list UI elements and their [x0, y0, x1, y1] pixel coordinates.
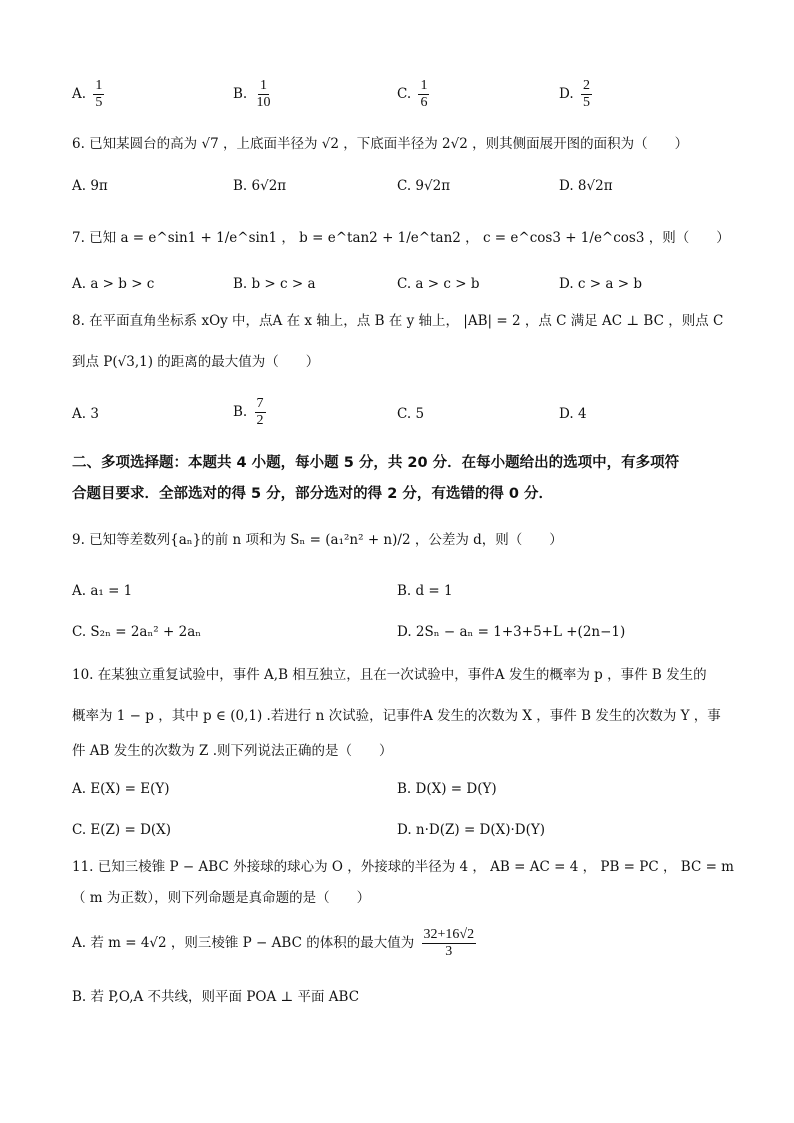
q6-option-a: A. 9π — [72, 178, 108, 194]
q9-option-a: A. a₁ = 1 — [72, 583, 133, 599]
q8-option-d: D. 4 — [559, 406, 587, 422]
q8-stem-line1: 8. 在平面直角坐标系 xOy 中，点A 在 x 轴上，点 B 在 y 轴上， |AB| = 2 ，点 C 满足 AC ⊥ BC ，则点 C — [72, 313, 724, 329]
q8-option-a: A. 3 — [72, 406, 99, 422]
section2-heading-line2: 合题目要求．全部选对的得 5 分，部分选对的得 2 分，有选错的得 0 分． — [72, 486, 554, 502]
fraction: $\frac{7}{2}$ — [256, 396, 264, 428]
q8-option-b: B. $\frac{7}{2}$ — [233, 396, 264, 428]
q7-option-c: C. a > c > b — [397, 276, 480, 292]
q7-option-a: A. a > b > c — [72, 276, 155, 292]
section2-heading-line1: 二、多项选择题：本题共 4 小题，每小题 5 分，共 20 分．在每小题给出的选项中，有多项符 — [72, 455, 680, 471]
q6-option-c: C. 9√2π — [397, 178, 451, 194]
q10-option-c: C. E(Z) = D(X) — [72, 822, 172, 838]
q10-stem-line1: 10. 在某独立重复试验中，事件 A,B 相互独立，且在一次试验中，事件A 发生的概率为 p ，事件 B 发生的 — [72, 667, 707, 683]
q5-option-d: D. $\frac{2}{5}$ — [559, 78, 590, 110]
q10-stem-line3: 件 AB 发生的次数为 Z .则下列说法正确的是（ ） — [72, 743, 393, 759]
q9-stem: 9. 已知等差数列{aₙ}的前 n 项和为 Sₙ = (a₁²n² + n)/2 ，公差为 d，则（ ） — [72, 532, 563, 548]
q8-stem-line2: 到点 P(√3,1) 的距离的最大值为（ ） — [72, 354, 320, 370]
q9-option-c: C. S₂ₙ = 2aₙ² + 2aₙ — [72, 624, 202, 640]
q10-option-b: B. D(X) = D(Y) — [397, 781, 497, 797]
q7-option-b: B. b > c > a — [233, 276, 316, 292]
q5-option-a: A. $\frac{1}{5}$ — [72, 78, 103, 110]
q6-option-b: B. 6√2π — [233, 178, 287, 194]
q9-option-b: B. d = 1 — [397, 583, 453, 599]
fraction: $\frac{32+16√2}{3}$ — [423, 927, 475, 959]
fraction: $\frac{1}{10}$ — [256, 78, 271, 110]
q11-stem-line2: （ m 为正数），则下列命题是真命题的是（ ） — [72, 890, 371, 906]
q10-stem-line2: 概率为 1 − p ，其中 p ∈ (0,1) .若进行 n 次试验，记事件A 发生的次数为 X ，事件 B 发生的次数为 Y ，事 — [72, 708, 721, 724]
q7-option-d: D. c > a > b — [559, 276, 642, 292]
q10-option-a: A. E(X) = E(Y) — [72, 781, 170, 797]
q11-option-a: A. 若 m = 4√2 ，则三棱锥 P − ABC 的体积的最大值为 $\frac{32+16√2}{3}$ — [72, 927, 475, 959]
fraction: $\frac{1}{5}$ — [95, 78, 103, 110]
q6-stem: 6. 已知某圆台的高为 √7 ，上底面半径为 √2 ，下底面半径为 2√2 ，则其侧面展开图的面积为（ ） — [72, 136, 689, 152]
q5-option-c: C. $\frac{1}{6}$ — [397, 78, 428, 110]
q11-option-b: B. 若 P,O,A 不共线，则平面 POA ⊥ 平面 ABC — [72, 989, 360, 1005]
q9-option-d: D. 2Sₙ − aₙ = 1+3+5+L +(2n−1) — [397, 624, 626, 640]
fraction: $\frac{1}{6}$ — [420, 78, 428, 110]
q10-option-d: D. n·D(Z) = D(X)·D(Y) — [397, 822, 546, 838]
q5-option-b: B. $\frac{1}{10}$ — [233, 78, 271, 110]
fraction: $\frac{2}{5}$ — [582, 78, 590, 110]
q8-option-c: C. 5 — [397, 406, 425, 422]
q11-stem-line1: 11. 已知三棱锥 P − ABC 外接球的球心为 O ，外接球的半径为 4 ， AB = AC = 4 ， PB = PC ， BC = m — [72, 859, 734, 875]
q7-stem: 7. 已知 a = e^sin1 + 1/e^sin1 ， b = e^tan2 + 1/e^tan2 ， c = e^cos3 + 1/e^cos3 ，则（ ） — [72, 230, 730, 246]
q6-option-d: D. 8√2π — [559, 178, 613, 194]
